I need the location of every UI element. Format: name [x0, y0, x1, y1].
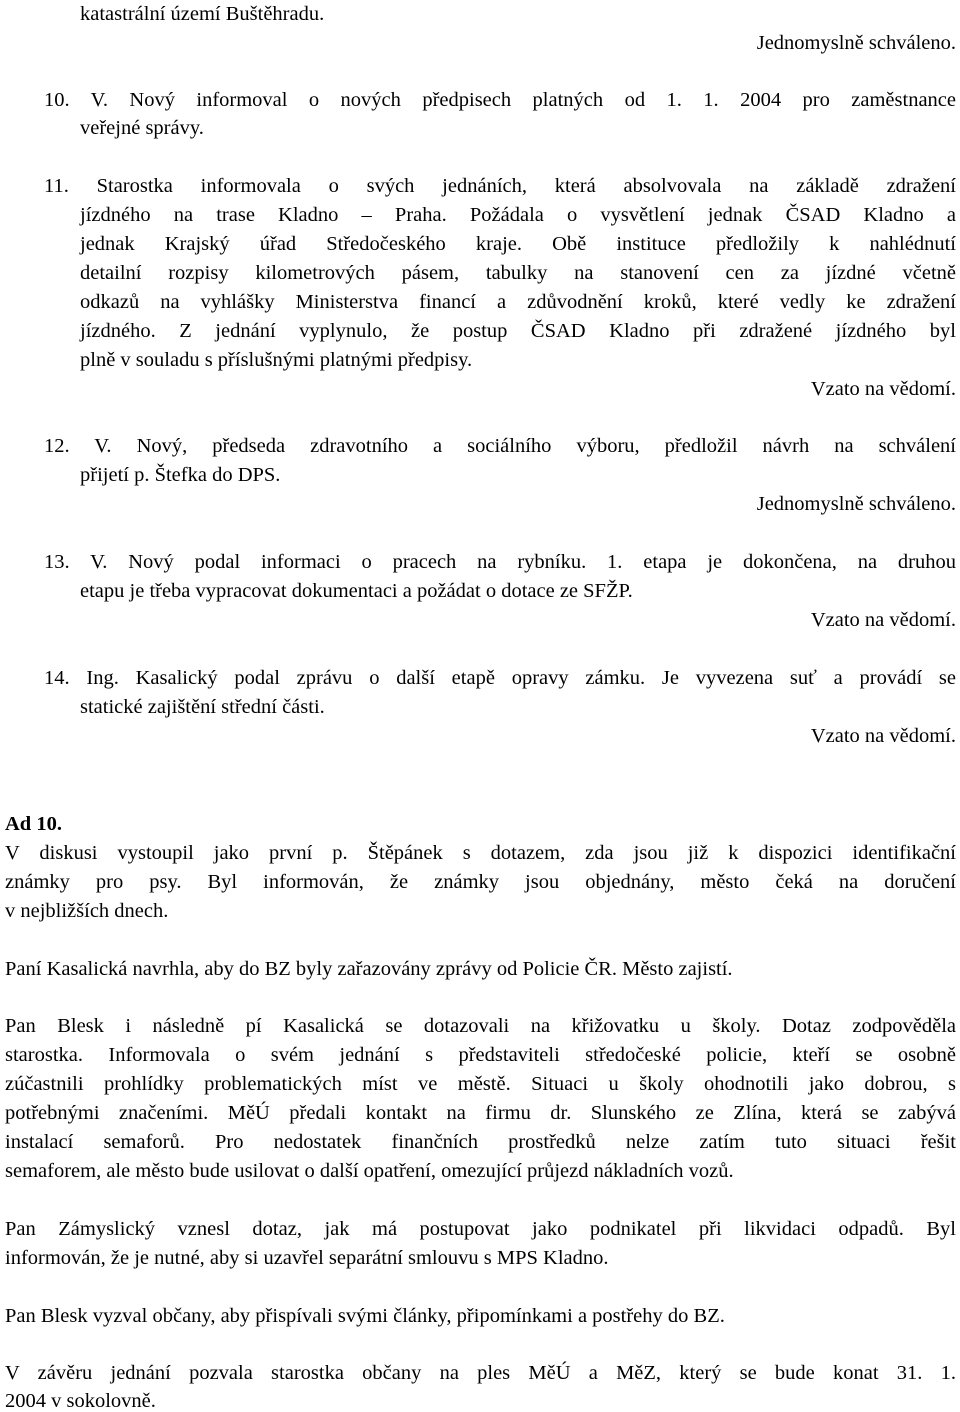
intro-result: Jednomyslně schváleno.	[756, 32, 956, 54]
ad10-p3-line-6: semaforem, ale město bude usilovat o další opatření, omezující průjezd nákladních vozů.	[5, 1160, 734, 1182]
item-12-line-2: přijetí p. Štefka do DPS.	[80, 464, 281, 486]
ad10-p2: Paní Kasalická navrhla, aby do BZ byly zařazovány zprávy od Policie ČR. Město zajistí.	[5, 958, 733, 980]
ad10-p3-line-1: Pan Blesk i následně pí Kasalická se dotazovali na křižovatku u školy. Dotaz zodpověděla	[5, 1015, 956, 1037]
item-12-line-1: 12. V. Nový, předseda zdravotního a sociálního výboru, předložil návrh na schválení	[44, 435, 956, 457]
ad10-heading: Ad 10.	[5, 813, 62, 835]
item-14-line-2: statické zajištění střední části.	[80, 696, 325, 718]
item-13-line-1: 13. V. Nový podal informaci o pracech na rybníku. 1. etapa je dokončena, na druhou	[44, 551, 956, 573]
ad10-p4-line-1: Pan Zámyslický vznesl dotaz, jak má postupovat jako podnikatel při likvidaci odpadů. Byl	[5, 1218, 956, 1240]
ad10-p1-line-3: v nejbližších dnech.	[5, 900, 169, 922]
item-11-line-7: plně v souladu s příslušnými platnými předpisy.	[80, 349, 473, 371]
item-14-line-1: 14. Ing. Kasalický podal zprávu o další etapě opravy zámku. Je vyvezena suť a provádí se	[44, 667, 956, 689]
ad10-p5: Pan Blesk vyzval občany, aby přispívali svými články, připomínkami a postřehy do BZ.	[5, 1305, 725, 1327]
item-13-result: Vzato na vědomí.	[810, 609, 956, 631]
ad10-p6-line-2: 2004 v sokolovně.	[5, 1390, 156, 1412]
item-14-result: Vzato na vědomí.	[810, 725, 956, 747]
item-10-line-2: veřejné správy.	[80, 117, 204, 139]
item-11-result: Vzato na vědomí.	[810, 378, 956, 400]
ad10-p1-line-1: V diskusi vystoupil jako první p. Štěpánek s dotazem, zda jsou již k dispozici identifikační	[5, 842, 956, 864]
item-11-line-4: detailní rozpisy kilometrových pásem, tabulky na stanovení cen za jízdné včetně	[80, 262, 956, 284]
ad10-p3-line-4: potřebnými značeními. MěÚ předali kontakt na firmu dr. Slunského ze Zlína, která se zabývá	[5, 1102, 956, 1124]
item-11-line-2: jízdného na trase Kladno – Praha. Požádala o vysvětlení jednak ČSAD Kladno a	[80, 204, 956, 226]
ad10-p1-line-2: známky pro psy. Byl informován, že známky jsou objednány, město čeká na doručení	[5, 871, 956, 893]
item-12-result: Jednomyslně schváleno.	[756, 493, 956, 515]
ad10-p6-line-1: V závěru jednání pozvala starostka občany na ples MěÚ a MěZ, který se bude konat 31. 1.	[5, 1362, 956, 1384]
ad10-p4-line-2: informován, že je nutné, aby si uzavřel separátní smlouvu s MPS Kladno.	[5, 1247, 609, 1269]
item-11-line-3: jednak Krajský úřad Středočeského kraje. Obě instituce předložily k nahlédnutí	[80, 233, 956, 255]
ad10-p3-line-2: starostka. Informovala o svém jednání s představiteli středočeské policie, kteří se osobně	[5, 1044, 956, 1066]
item-11-line-1: 11. Starostka informovala o svých jednáních, která absolvovala na základě zdražení	[44, 175, 956, 197]
item-11-line-5: odkazů na vyhlášky Ministerstva financí a zdůvodnění kroků, které vedly ke zdražení	[80, 291, 956, 313]
item-10-line-1: 10. V. Nový informoval o nových předpisech platných od 1. 1. 2004 pro zaměstnance	[44, 89, 956, 111]
intro-line: katastrální území Buštěhradu.	[80, 3, 325, 25]
item-13-line-2: etapu je třeba vypracovat dokumentaci a požádat o dotace ze SFŽP.	[80, 580, 633, 602]
ad10-p3-line-3: zúčastnili prohlídky problematických míst ve městě. Situaci u školy ohodnotili jako dobrou, s	[5, 1073, 956, 1095]
item-11-line-6: jízdného. Z jednání vyplynulo, že postup ČSAD Kladno při zdražené jízdného byl	[80, 320, 956, 342]
ad10-p3-line-5: instalací semaforů. Pro nedostatek finančních prostředků nelze zatím tuto situaci řešit	[5, 1131, 956, 1153]
